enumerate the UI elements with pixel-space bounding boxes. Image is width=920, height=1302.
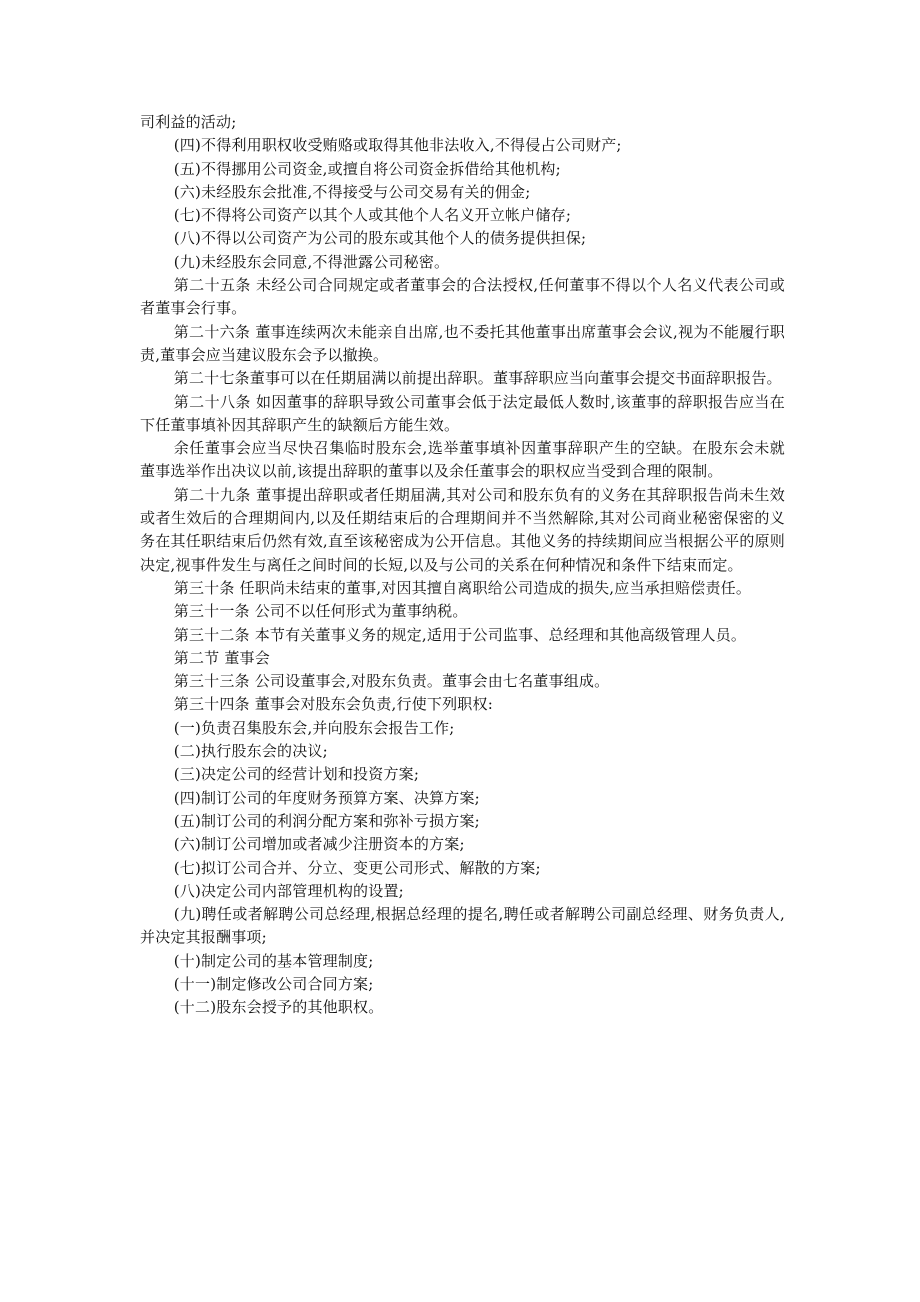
paragraph: (八)不得以公司资产为公司的股东或其他个人的债务提供担保; — [173, 229, 587, 248]
paragraph: (六)制订公司增加或者减少注册资本的方案; — [173, 835, 465, 854]
paragraph: 司利益的活动; — [140, 113, 237, 131]
paragraph: (六)未经股东会批准,不得接受与公司交易有关的佣金; — [173, 182, 531, 201]
paragraph: (七)不得将公司资产以其个人或其他个人名义开立帐户储存; — [173, 206, 572, 225]
paragraph: 第二十六条 董事连续两次未能亲自出席,也不委托其他董事出席董事会会议,视为不能履行职责,董事会应当建议股东会予以撤换。 — [140, 322, 785, 364]
paragraph: (五)不得挪用公司资金,或擅自将公司资金拆借给其他机构; — [173, 159, 561, 178]
paragraph: (七)拟订公司合并、分立、变更公司形式、解散的方案; — [173, 858, 541, 877]
paragraph: 第三十三条 公司设董事会,对股东负责。董事会由七名董事组成。 — [173, 672, 610, 691]
paragraph: (八)决定公司内部管理机构的设置; — [173, 881, 404, 900]
paragraph: (五)制订公司的利润分配方案和弥补亏损方案; — [173, 811, 480, 830]
paragraph: 第三十一条 公司不以任何形式为董事纳税。 — [173, 602, 468, 621]
paragraph: (九)未经股东会同意,不得泄露公司秘密。 — [173, 252, 450, 271]
paragraph: 第二十七条董事可以在任期届满以前提出辞职。董事辞职应当向董事会提交书面辞职报告。 — [173, 369, 782, 388]
paragraph: (三)决定公司的经营计划和投资方案; — [173, 765, 420, 784]
paragraph: (二)执行股东会的决议; — [173, 742, 328, 761]
paragraph: 第三十二条 本节有关董事义务的规定,适用于公司监事、总经理和其他高级管理人员。 — [173, 625, 747, 644]
paragraph: (四)不得利用职权收受贿赂或取得其他非法收入,不得侵占公司财产; — [173, 136, 622, 155]
paragraph: 余任董事会应当尽快召集临时股东会,选举董事填补因董事辞职产生的空缺。在股东会未就董事选举作出决议以前,该提出辞职的董事以及余任董事会的职权应当受到合理的限制。 — [140, 439, 785, 481]
paragraph: 第三十四条 董事会对股东会负责,行使下列职权: — [173, 695, 493, 714]
paragraph: 第二十五条 未经公司合同规定或者董事会的合法授权,任何董事不得以个人名义代表公司或者董事会行事。 — [140, 276, 785, 318]
paragraph: (十一)制定修改公司合同方案; — [173, 974, 374, 993]
document-body — [140, 111, 785, 1020]
paragraph: (十)制定公司的基本管理制度; — [173, 951, 374, 970]
paragraph: (四)制订公司的年度财务预算方案、决算方案; — [173, 788, 480, 807]
paragraph: 第三十条 任职尚未结束的董事,对因其擅自离职给公司造成的损失,应当承担赔偿责任。 — [173, 578, 752, 597]
paragraph: 第二十九条 董事提出辞职或者任期届满,其对公司和股东负有的义务在其辞职报告尚未生效或者生效后的合理期间内,以及任期结束后的合理期间并不当然解除,其对公司商业秘密保密的义务在其任职结束后仍然有效,直至该秘密成为公开信息。其他义务的持续期间应当根据公平的原则决定,视事件发生与离任之间时间的长短,以及与公司的关系在何种情况和条件下结束而定。 — [140, 485, 785, 574]
paragraph: (十二)股东会授予的其他职权。 — [173, 998, 384, 1017]
paragraph: (一)负责召集股东会,并向股东会报告工作; — [173, 718, 455, 737]
paragraph: (九)聘任或者解聘公司总经理,根据总经理的提名,聘任或者解聘公司副总经理、财务负责人,并决定其报酬事项; — [140, 905, 785, 947]
paragraph: 第二节 董事会 — [173, 648, 270, 667]
paragraph: 第二十八条 如因董事的辞职导致公司董事会低于法定最低人数时,该董事的辞职报告应当在下任董事填补因其辞职产生的缺额后方能生效。 — [140, 392, 785, 434]
